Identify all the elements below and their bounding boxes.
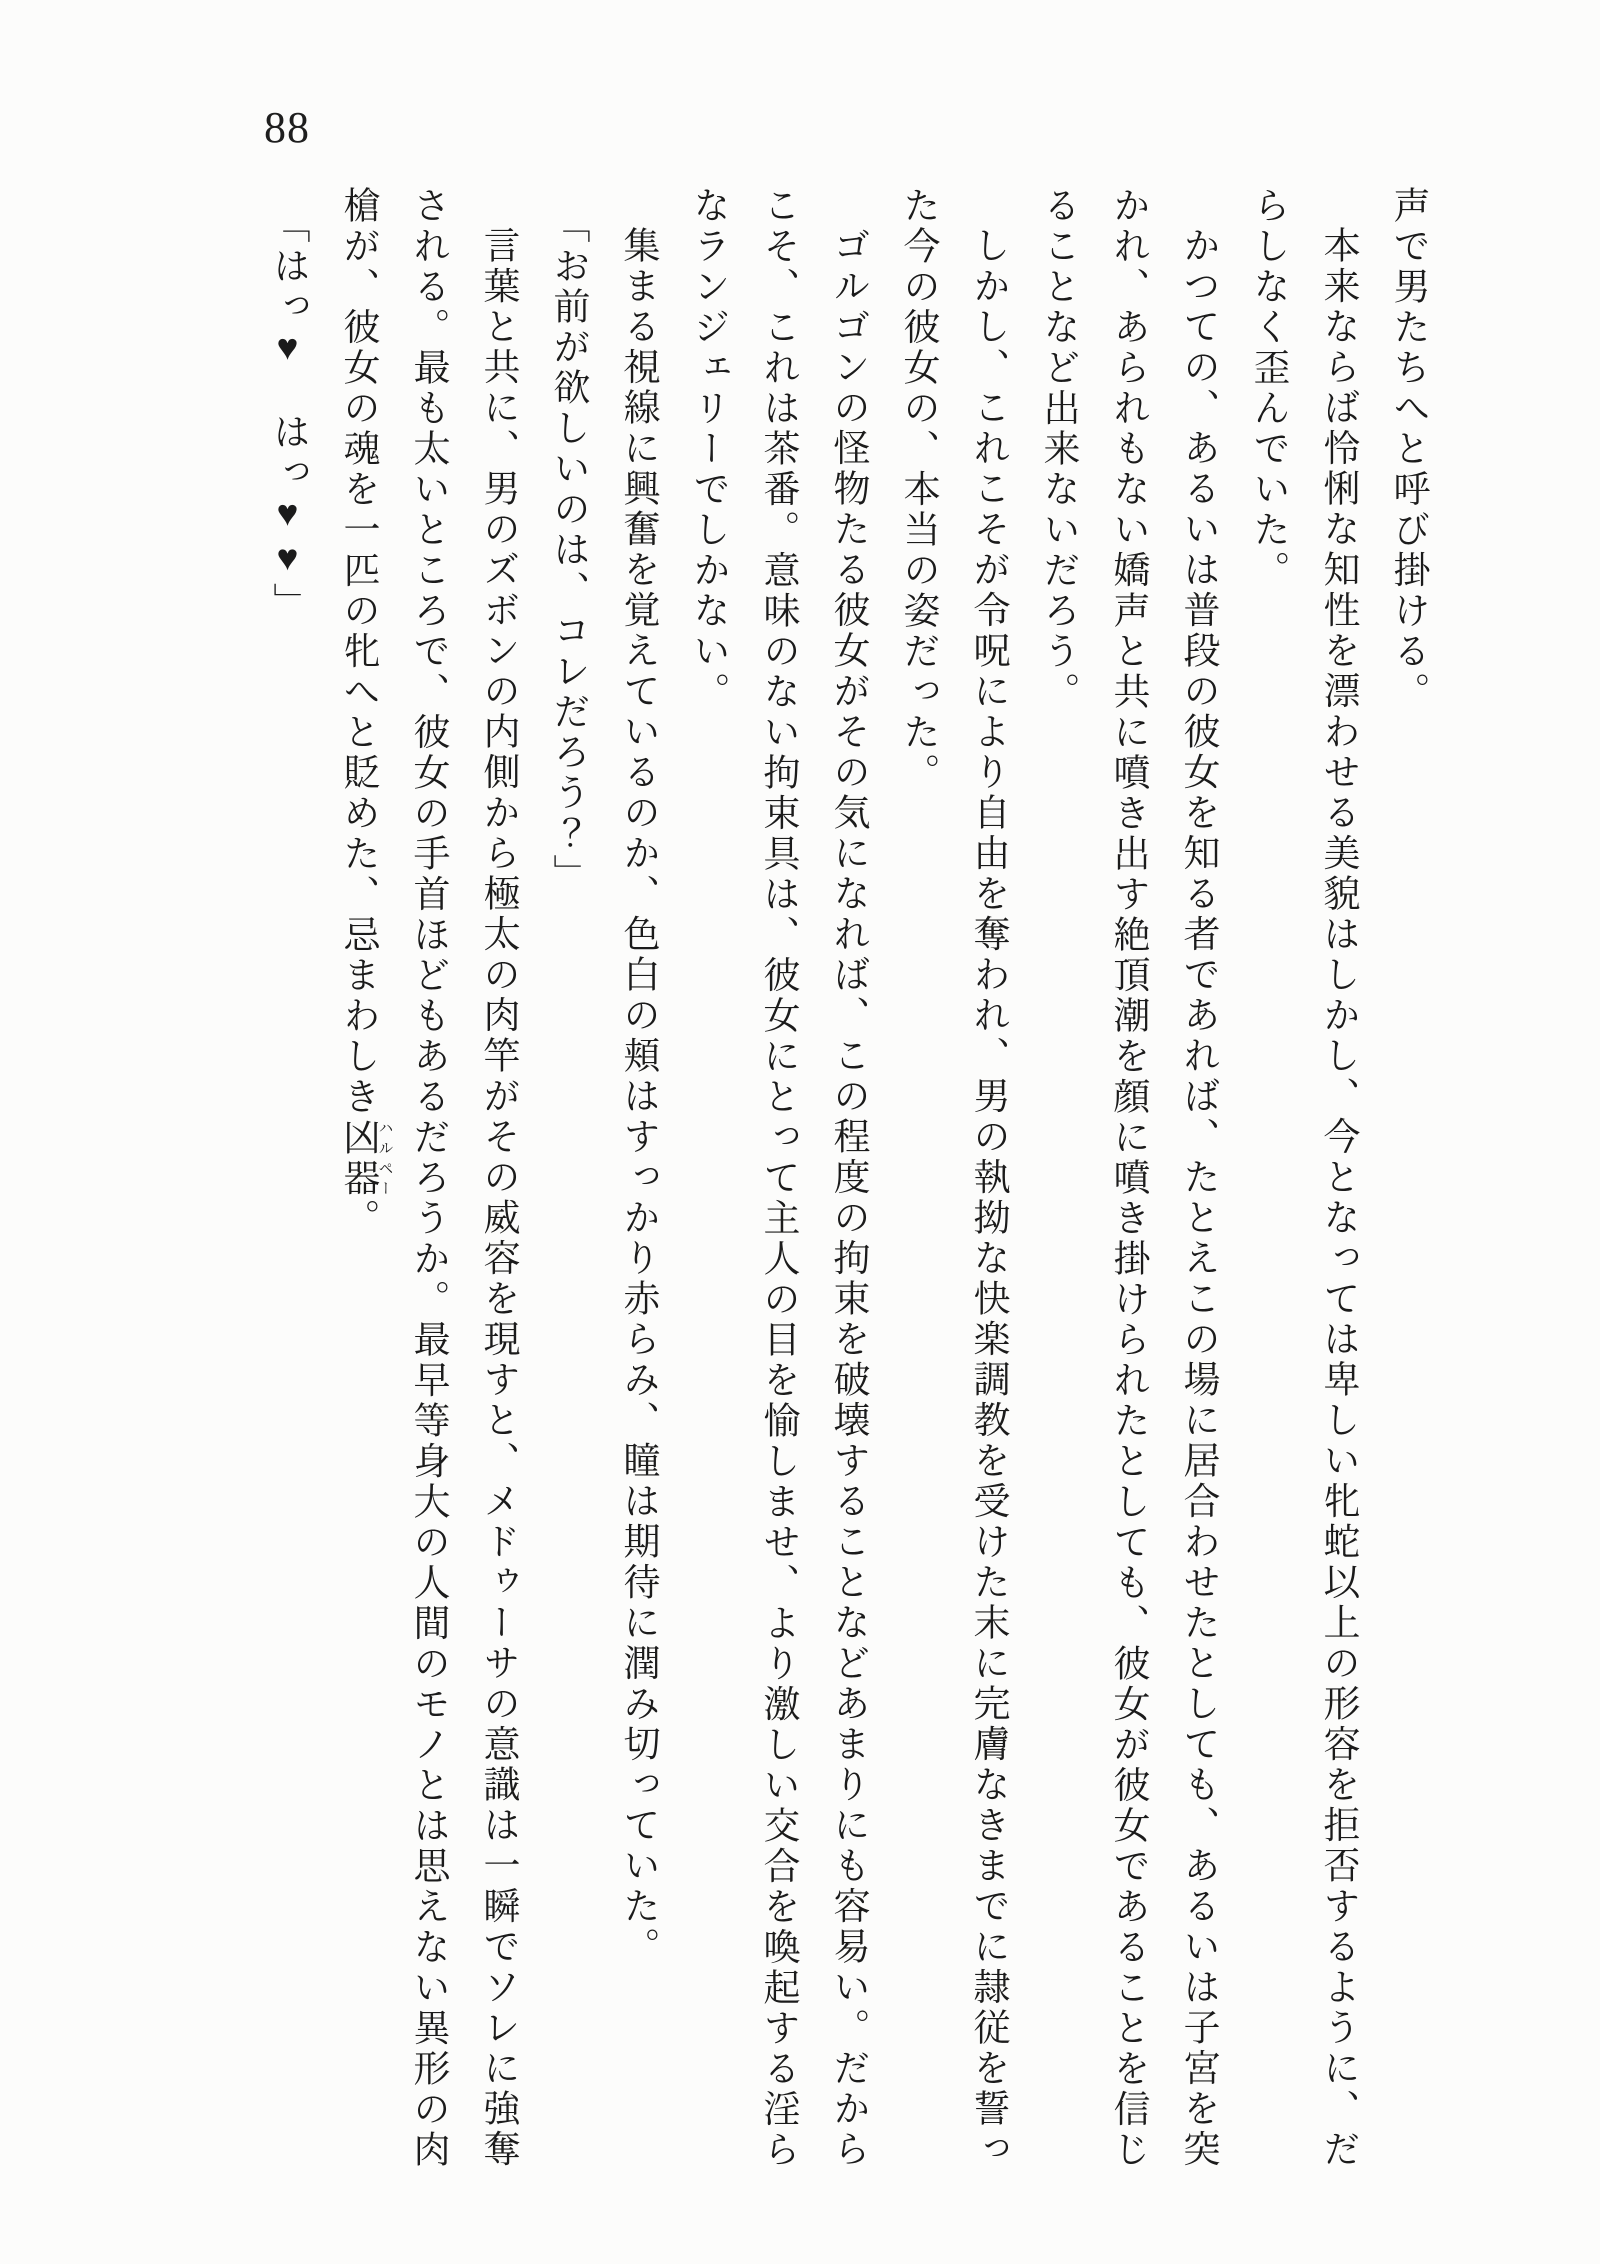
paragraph: かつての、あるいは普段の彼女を知る者であれば、たとえこの場に居合わせたとしても、あるいは子宮を突かれ、あられもない嬌声と共に噴き出す絶頂潮を顔に噴き掛けられたとしても、彼女が彼女であることを信じることなど出来ないだろう。 [1037,186,1218,2171]
paragraph: 集まる視線に興奮を覚えているのか、色白の頬はすっかり赤らみ、瞳は期待に潤み切っていた。 [617,226,658,1968]
paragraph: しかし、これこそが令呪により自由を奪われ、男の執拗な快楽調教を受けた末に完膚なきまでに隷従を誓った今の彼女の、本当の姿だった。 [897,186,1008,2170]
paragraph: 本来ならば怜悧な知性を漂わせる美貌はしかし、今となっては卑しい牝蛇以上の形容を拒否するように、だらしなく歪んでいた。 [1247,186,1358,2170]
dialogue-paragraph: 「はっ♥ はっ♥♥」 [267,206,308,623]
paragraph: 声で男たちへと呼び掛ける。 [1387,186,1428,713]
dialogue-paragraph: 「お前が欲しいのは、コレだろう？」 [547,206,588,895]
ruby-annotated-word: 凶器ハルペー [337,1117,393,1199]
page-number: 88 [264,103,310,152]
ruby-reading: ハルペー [376,1117,393,1199]
text-block [252,186,1442,2182]
paragraph: ゴルゴンの怪物たる彼女がその気になれば、この程度の拘束を破壊することなどあまりにも容易い。だからこそ、これは茶番。意味のない拘束具は、彼女にとって主人の目を愉しませ、より激しい交合を喚起する淫らなランジェリーでしかない。 [687,186,868,2171]
paragraph: 言葉と共に、男のズボンの内側から極太の肉竿がその威容を現すと、メドゥーサの意識は一瞬でソレに強奪される。最も太いところで、彼女の手首ほどもあるだろうか。最早等身大の人間のモノとは思えない異形の肉槍が、彼女の魂を一匹の牝へと貶めた、忌まわしき凶器ハルペー。 [337,186,518,2171]
